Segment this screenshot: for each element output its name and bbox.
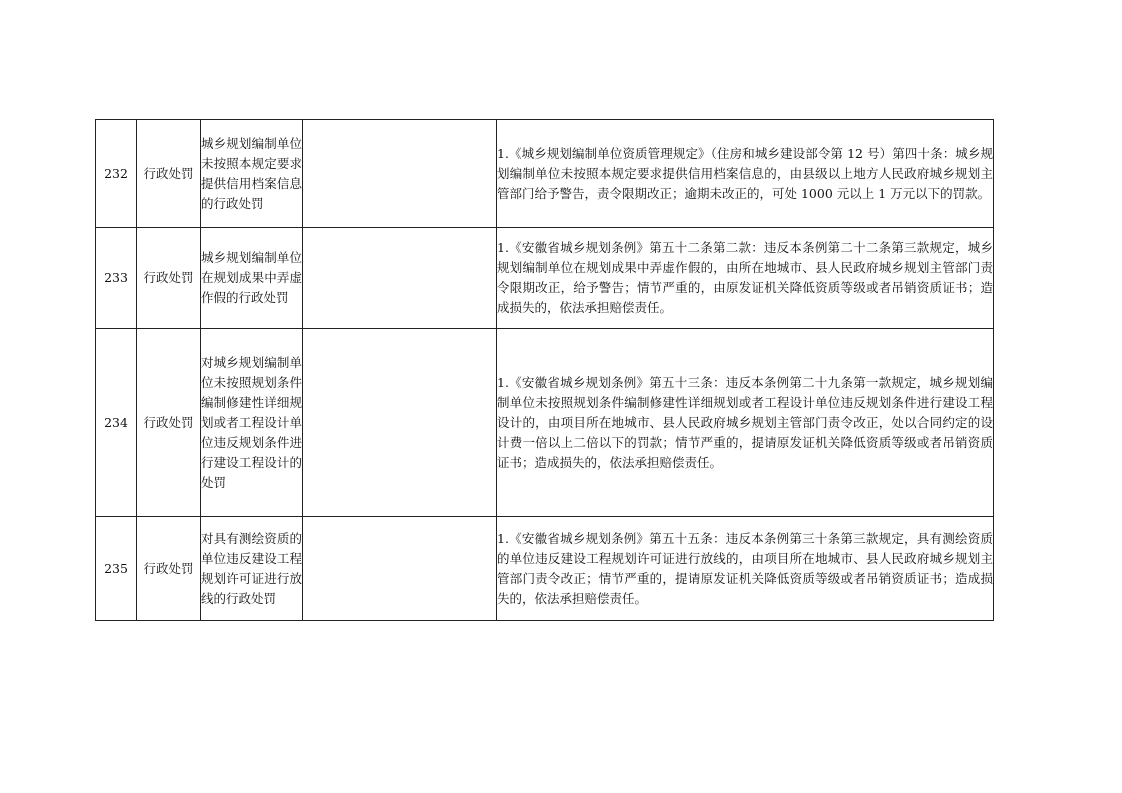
table-row <box>96 329 994 517</box>
empty-cell <box>303 120 497 228</box>
item-name: 对城乡规划编制单位未按照规划条件编制修建性详细规划或者工程设计单位违反规划条件进行建设工程设计的处罚 <box>201 329 303 517</box>
item-type: 行政处罚 <box>137 329 201 517</box>
empty-cell <box>303 228 497 329</box>
item-name: 城乡规划编制单位在规划成果中弄虚作假的行政处罚 <box>201 228 303 329</box>
legal-basis: 1.《城乡规划编制单位资质管理规定》（住房和城乡建设部令第 12 号）第四十条：城乡规划编制单位未按照本规定要求提供信用档案信息的，由县级以上地方人民政府城乡规划主管部门给予警告，责令限期改正；逾期未改正的，可处 1000 元以上 1 万元以下的罚款。 <box>497 120 994 228</box>
legal-basis: 1.《安徽省城乡规划条例》第五十二条第二款：违反本条例第二十二条第三款规定，城乡规划编制单位在规划成果中弄虚作假的，由所在地城市、县人民政府城乡规划主管部门责令限期改正，给予警告；情节严重的，由原发证机关降低资质等级或者吊销资质证书；造成损失的，依法承担赔偿责任。 <box>497 228 994 329</box>
item-name: 对具有测绘资质的单位违反建设工程规划许可证进行放线的行政处罚 <box>201 517 303 621</box>
item-number: 234 <box>96 329 137 517</box>
item-type: 行政处罚 <box>137 228 201 329</box>
table-row <box>96 228 994 329</box>
empty-cell <box>303 517 497 621</box>
item-number: 235 <box>96 517 137 621</box>
table-row <box>96 517 994 621</box>
item-number: 233 <box>96 228 137 329</box>
empty-cell <box>303 329 497 517</box>
item-name: 城乡规划编制单位未按照本规定要求提供信用档案信息的行政处罚 <box>201 120 303 228</box>
legal-basis: 1.《安徽省城乡规划条例》第五十三条：违反本条例第二十九条第一款规定，城乡规划编制单位未按照规划条件编制修建性详细规划或者工程设计单位违反规划条件进行建设工程设计的，由项目所在地城市、县人民政府城乡规划主管部门责令改正，处以合同约定的设计费一倍以上二倍以下的罚款；情节严重的，提请原发证机关降低资质等级或者吊销资质证书；造成损失的，依法承担赔偿责任。 <box>497 329 994 517</box>
item-type: 行政处罚 <box>137 120 201 228</box>
legal-basis: 1.《安徽省城乡规划条例》第五十五条：违反本条例第三十条第三款规定，具有测绘资质的单位违反建设工程规划许可证进行放线的，由项目所在地城市、县人民政府城乡规划主管部门责令改正；情节严重的，提请原发证机关降低资质等级或者吊销资质证书；造成损失的，依法承担赔偿责任。 <box>497 517 994 621</box>
table-row <box>96 120 994 228</box>
item-type: 行政处罚 <box>137 517 201 621</box>
penalty-table <box>95 119 994 621</box>
item-number: 232 <box>96 120 137 228</box>
